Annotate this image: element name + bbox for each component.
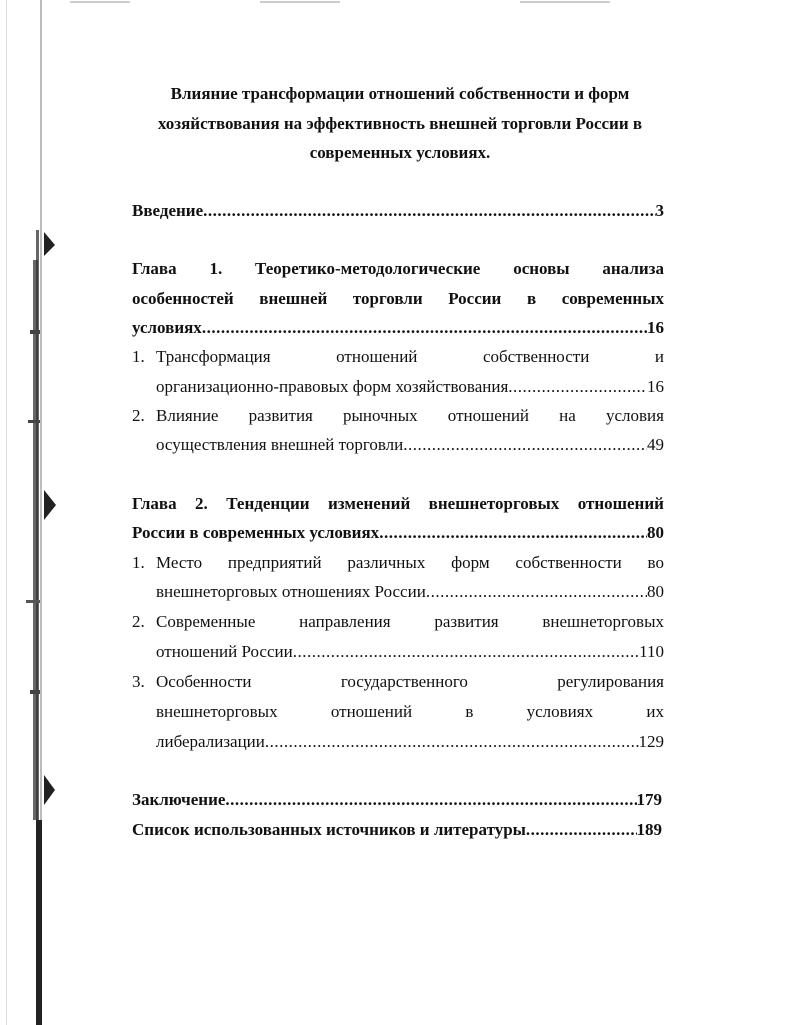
toc-word: развития	[248, 406, 313, 425]
toc-word: Глава	[132, 259, 177, 278]
toc-ch1-sec2-line1	[156, 405, 664, 427]
title-line: современных условиях.	[309, 143, 491, 162]
toc-word: на	[559, 406, 576, 425]
toc-ch1-sec2-line2	[156, 434, 664, 456]
toc-word: особенностей	[132, 289, 234, 308]
toc-word: в	[465, 702, 474, 721]
toc-section-label-end: отношений России	[156, 642, 293, 661]
leader-dots	[526, 819, 637, 841]
toc-word: торговли	[352, 289, 423, 308]
toc-word: собственности	[482, 347, 590, 366]
toc-word: Особенности	[156, 672, 252, 691]
toc-section-number: 3.	[132, 672, 145, 691]
toc-word: Глава	[132, 494, 177, 513]
toc-word: форм	[451, 553, 490, 572]
toc-chapter1-line2	[132, 288, 664, 310]
toc-section-label-end: осуществления внешней торговли	[156, 435, 404, 454]
toc-word: рыночных	[343, 406, 418, 425]
toc-section-number: 1.	[132, 347, 145, 366]
toc-word: 1.	[209, 259, 223, 278]
toc-section-label-end: либерализации	[156, 732, 265, 751]
toc-ch1-sec1-line1	[156, 346, 664, 368]
toc-word: предприятий	[227, 553, 322, 572]
toc-word: внешнеторговых	[156, 702, 278, 721]
toc-word: собственности	[515, 553, 622, 572]
toc-word: Тенденции	[226, 494, 310, 513]
toc-word: отношений	[336, 347, 418, 366]
toc-word: развития	[434, 612, 499, 631]
toc-word: внешней	[259, 289, 328, 308]
toc-word: государственного	[340, 672, 468, 691]
scan-edge-artifact	[0, 0, 60, 1025]
toc-section-page: 110	[639, 642, 664, 661]
toc-word: Теоретико-методологические	[255, 259, 481, 278]
leader-dots	[202, 317, 647, 339]
toc-word: России	[448, 289, 502, 308]
toc-word: анализа	[602, 259, 664, 278]
document-title	[140, 79, 660, 168]
toc-intro-label: Введение	[132, 201, 204, 220]
toc-references-label: Список использованных источников и литературы	[132, 820, 526, 839]
toc-word: и	[654, 347, 664, 366]
toc-ch2-sec1-line2	[156, 581, 664, 603]
toc-ch2-sec3-line1	[156, 671, 664, 693]
toc-word: отношений	[330, 702, 413, 721]
toc-word: их	[646, 702, 664, 721]
leader-dots	[225, 789, 636, 811]
toc-chapter2-line1	[132, 493, 664, 515]
toc-word: внешнеторговых	[428, 494, 560, 513]
toc-ch2-sec3-line2	[156, 701, 664, 723]
toc-word: отношений	[447, 406, 530, 425]
leader-dots	[379, 522, 647, 544]
toc-word: изменений	[328, 494, 411, 513]
toc-section-number: 2.	[132, 612, 145, 631]
toc-ch2-sec3-line3	[156, 731, 664, 753]
toc-section-label-end: внешнеторговых отношениях России	[156, 582, 426, 601]
leader-dots	[265, 731, 639, 753]
toc-chapter1-line3	[132, 317, 664, 339]
toc-word: основы	[513, 259, 570, 278]
toc-ch2-sec2-line2	[156, 641, 664, 663]
toc-section-page: 80	[647, 582, 664, 601]
toc-word: Трансформация	[156, 347, 271, 366]
toc-word: внешнеторговых	[542, 612, 664, 631]
toc-chapter2-label-end: России в современных условиях	[132, 523, 380, 542]
toc-word: различных	[347, 553, 426, 572]
toc-section-number: 2.	[132, 406, 145, 425]
toc-word: Современные	[156, 612, 256, 631]
toc-entry-conclusion	[132, 789, 662, 811]
toc-word: Место	[156, 553, 203, 572]
toc-word: в	[526, 289, 537, 308]
toc-references-page: 189	[636, 820, 662, 839]
scan-top-artifact	[60, 0, 794, 8]
toc-conclusion-label: Заключение	[132, 790, 226, 809]
toc-conclusion-page: 179	[636, 790, 662, 809]
toc-chapter1-page: 16	[647, 318, 664, 337]
toc-entry-references	[132, 819, 662, 841]
toc-chapter2-page: 80	[647, 523, 664, 542]
toc-word: 2.	[195, 494, 208, 513]
toc-word: условиях	[526, 702, 594, 721]
leader-dots	[508, 376, 647, 398]
toc-section-page: 16	[647, 377, 664, 396]
toc-chapter1-label-end: условиях	[132, 318, 202, 337]
toc-word: направления	[299, 612, 391, 631]
toc-word: условия	[605, 406, 664, 425]
toc-ch2-sec1-line1	[156, 552, 664, 574]
toc-chapter2-line2	[132, 522, 664, 544]
toc-intro-page: 3	[655, 201, 664, 220]
leader-dots	[426, 581, 647, 603]
toc-section-page: 49	[647, 435, 664, 454]
leader-dots	[403, 434, 647, 456]
leader-dots	[203, 200, 655, 222]
toc-word: регулирования	[557, 672, 664, 691]
toc-ch2-sec2-line1	[156, 611, 664, 633]
toc-section-number: 1.	[132, 553, 145, 572]
toc-word: современных	[561, 289, 664, 308]
toc-word: Влияние	[156, 406, 219, 425]
toc-ch1-sec1-line2	[156, 376, 664, 398]
title-line: Влияние трансформации отношений собственности и форм	[170, 84, 630, 103]
toc-word: во	[647, 553, 664, 572]
toc-word: отношений	[577, 494, 664, 513]
toc-entry-intro	[132, 200, 664, 222]
toc-chapter1-line1	[132, 258, 664, 280]
toc-section-page: 129	[638, 732, 664, 751]
toc-section-label-end: организационно-правовых форм хозяйствования	[156, 377, 509, 396]
title-line: хозяйствования на эффективность внешней торговли России в	[157, 113, 643, 133]
leader-dots	[293, 641, 639, 663]
